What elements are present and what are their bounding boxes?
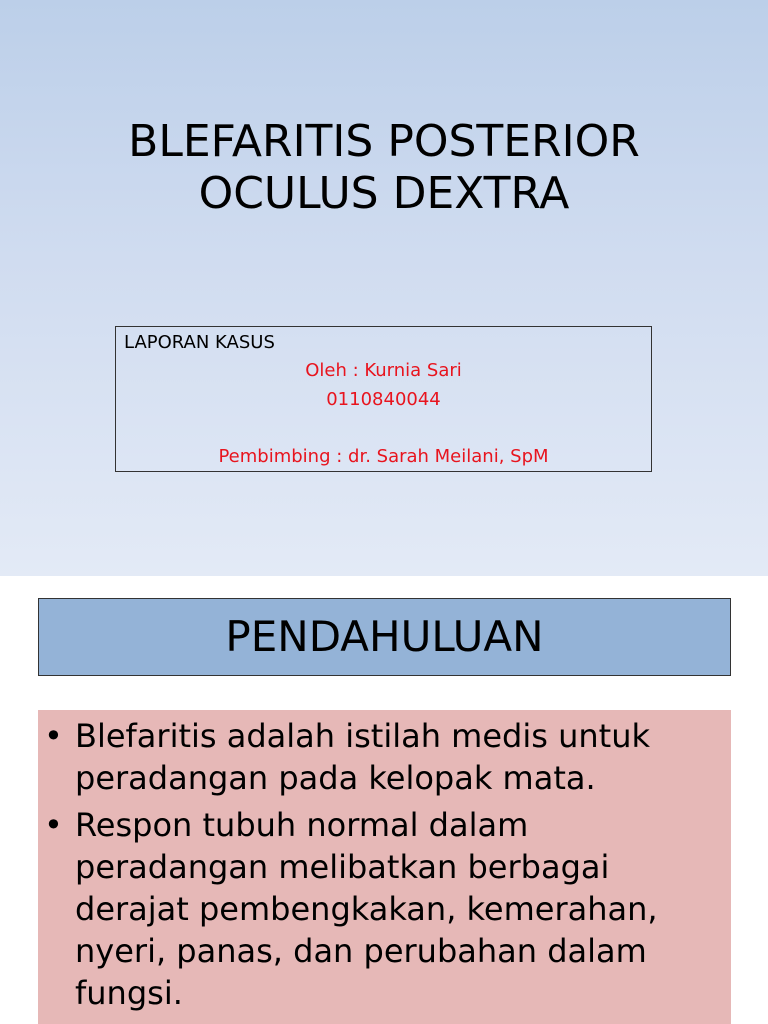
list-item xyxy=(38,804,715,1014)
author-text: Oleh : Kurnia Sari xyxy=(305,360,462,381)
bullet-text: Respon tubuh normal dalam peradangan melibatkan berbagai derajat pembengkakan, kemerahan, nyeri, panas, dan perubahan dalam fungsi. xyxy=(75,806,658,1012)
report-type-label: LAPORAN KASUS xyxy=(124,332,275,353)
report-details xyxy=(116,357,651,471)
slide-title-line-2: OCULUS DEXTRA xyxy=(198,168,570,219)
bullet-icon: • xyxy=(44,717,63,755)
slide-title xyxy=(0,116,768,220)
bullet-list xyxy=(38,710,731,1024)
slide-title-line-1: BLEFARITIS POSTERIOR xyxy=(128,116,640,167)
bullet-text: Blefaritis adalah istilah medis untuk peradangan pada kelopak mata. xyxy=(75,717,650,797)
report-info-box xyxy=(115,326,652,472)
spacer-line xyxy=(116,414,651,443)
supervisor-text: Pembimbing : dr. Sarah Meilani, SpM xyxy=(218,445,549,467)
introduction-slide xyxy=(0,576,768,1024)
section-heading: PENDAHULUAN xyxy=(38,598,731,676)
bullet-icon: • xyxy=(44,806,63,844)
student-id-text: 0110840044 xyxy=(326,388,441,410)
list-item xyxy=(38,715,715,799)
